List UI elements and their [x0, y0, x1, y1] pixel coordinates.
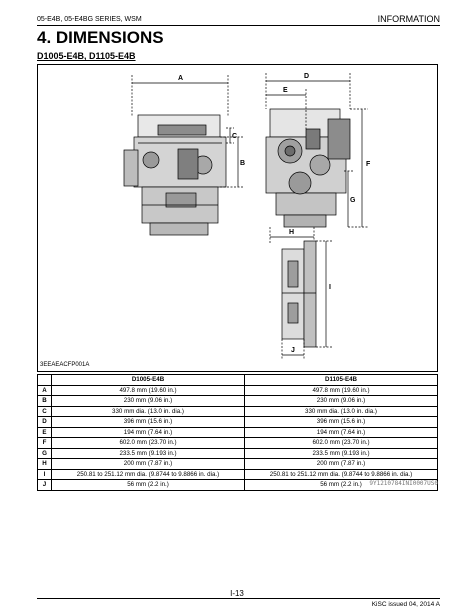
header-series: 05-E4B, 05-E4BG SERIES, WSM: [37, 16, 142, 23]
engine-front-view: [266, 109, 350, 227]
footer-rule: [37, 598, 440, 599]
engine-side-view: [124, 115, 226, 235]
table-row: [38, 396, 438, 407]
row-d1005-value: 233.5 mm (9.193 in.): [52, 448, 245, 459]
dim-label-e: E: [283, 87, 288, 94]
row-d1105-value: 250.81 to 251.12 mm dia. (9.8744 to 9.8866 in. dia.): [245, 469, 438, 480]
table-row: [38, 438, 438, 449]
table-row: [38, 385, 438, 396]
row-d1005-value: 396 mm (15.6 in.): [52, 417, 245, 428]
engine-drawing: [38, 65, 439, 373]
model-subtitle: D1005-E4B, D1105-E4B: [37, 51, 136, 61]
header-section: INFORMATION: [377, 14, 440, 24]
row-d1105-value: 56 mm (2.2 in.): [245, 480, 438, 491]
row-d1005-value: 230 mm (9.06 in.): [52, 396, 245, 407]
dimensions-table: [37, 374, 438, 491]
issued-note: KiSC issued 04, 2014 A: [371, 601, 440, 608]
dimension-figure: [37, 64, 438, 372]
dim-label-d: D: [304, 73, 310, 80]
row-key: H: [38, 459, 52, 470]
table-header-row: [38, 375, 438, 386]
table-row: [38, 406, 438, 417]
row-d1105-value: 230 mm (9.06 in.): [245, 396, 438, 407]
row-key: D: [38, 417, 52, 428]
row-d1005-value: 330 mm dia. (13.0 in. dia.): [52, 406, 245, 417]
row-d1005-value: 250.81 to 251.12 mm dia. (9.8744 to 9.8866 in. dia.): [52, 469, 245, 480]
flywheel-housing-view: [282, 241, 316, 347]
header-rule: [37, 25, 440, 26]
dim-label-h: H: [289, 229, 295, 236]
row-key: E: [38, 427, 52, 438]
row-d1005-value: 200 mm (7.87 in.): [52, 459, 245, 470]
figure-code: 3EEAEACFP001A: [40, 362, 90, 368]
page-title: 4. DIMENSIONS: [37, 28, 164, 47]
row-d1105-value: 194 mm (7.64 in.): [245, 427, 438, 438]
row-d1005-value: 56 mm (2.2 in.): [52, 480, 245, 491]
dim-label-c: C: [232, 133, 238, 140]
table-header-d1005: D1005-E4B: [52, 375, 245, 386]
row-key: F: [38, 438, 52, 449]
dim-label-a: A: [178, 75, 184, 82]
row-d1105-value: 330 mm dia. (13.0 in. dia.): [245, 406, 438, 417]
row-key: J: [38, 480, 52, 491]
table-row: [38, 427, 438, 438]
row-key: I: [38, 469, 52, 480]
row-key: A: [38, 385, 52, 396]
dim-label-b: B: [240, 160, 246, 167]
row-d1105-value: 233.5 mm (9.193 in.): [245, 448, 438, 459]
table-row: [38, 459, 438, 470]
dim-label-f: F: [366, 161, 371, 168]
table-row: [38, 448, 438, 459]
document-code: 9Y1210784INI0007US0: [369, 480, 438, 487]
dim-label-j: J: [291, 347, 295, 354]
row-d1105-value: 497.8 mm (19.60 in.): [245, 385, 438, 396]
table-row: [38, 417, 438, 428]
row-d1105-value: 396 mm (15.6 in.): [245, 417, 438, 428]
table-row: [38, 469, 438, 480]
row-d1005-value: 497.8 mm (19.60 in.): [52, 385, 245, 396]
row-key: G: [38, 448, 52, 459]
row-d1005-value: 194 mm (7.64 in.): [52, 427, 245, 438]
row-key: C: [38, 406, 52, 417]
row-d1005-value: 602.0 mm (23.70 in.): [52, 438, 245, 449]
row-d1105-value: 602.0 mm (23.70 in.): [245, 438, 438, 449]
table-header-d1105: D1105-E4B: [245, 375, 438, 386]
page-number: I-13: [230, 589, 244, 598]
dim-label-i: I: [329, 284, 331, 291]
dim-label-g: G: [350, 197, 356, 204]
row-d1105-value: 200 mm (7.87 in.): [245, 459, 438, 470]
row-key: B: [38, 396, 52, 407]
table-header-blank: [38, 375, 52, 386]
